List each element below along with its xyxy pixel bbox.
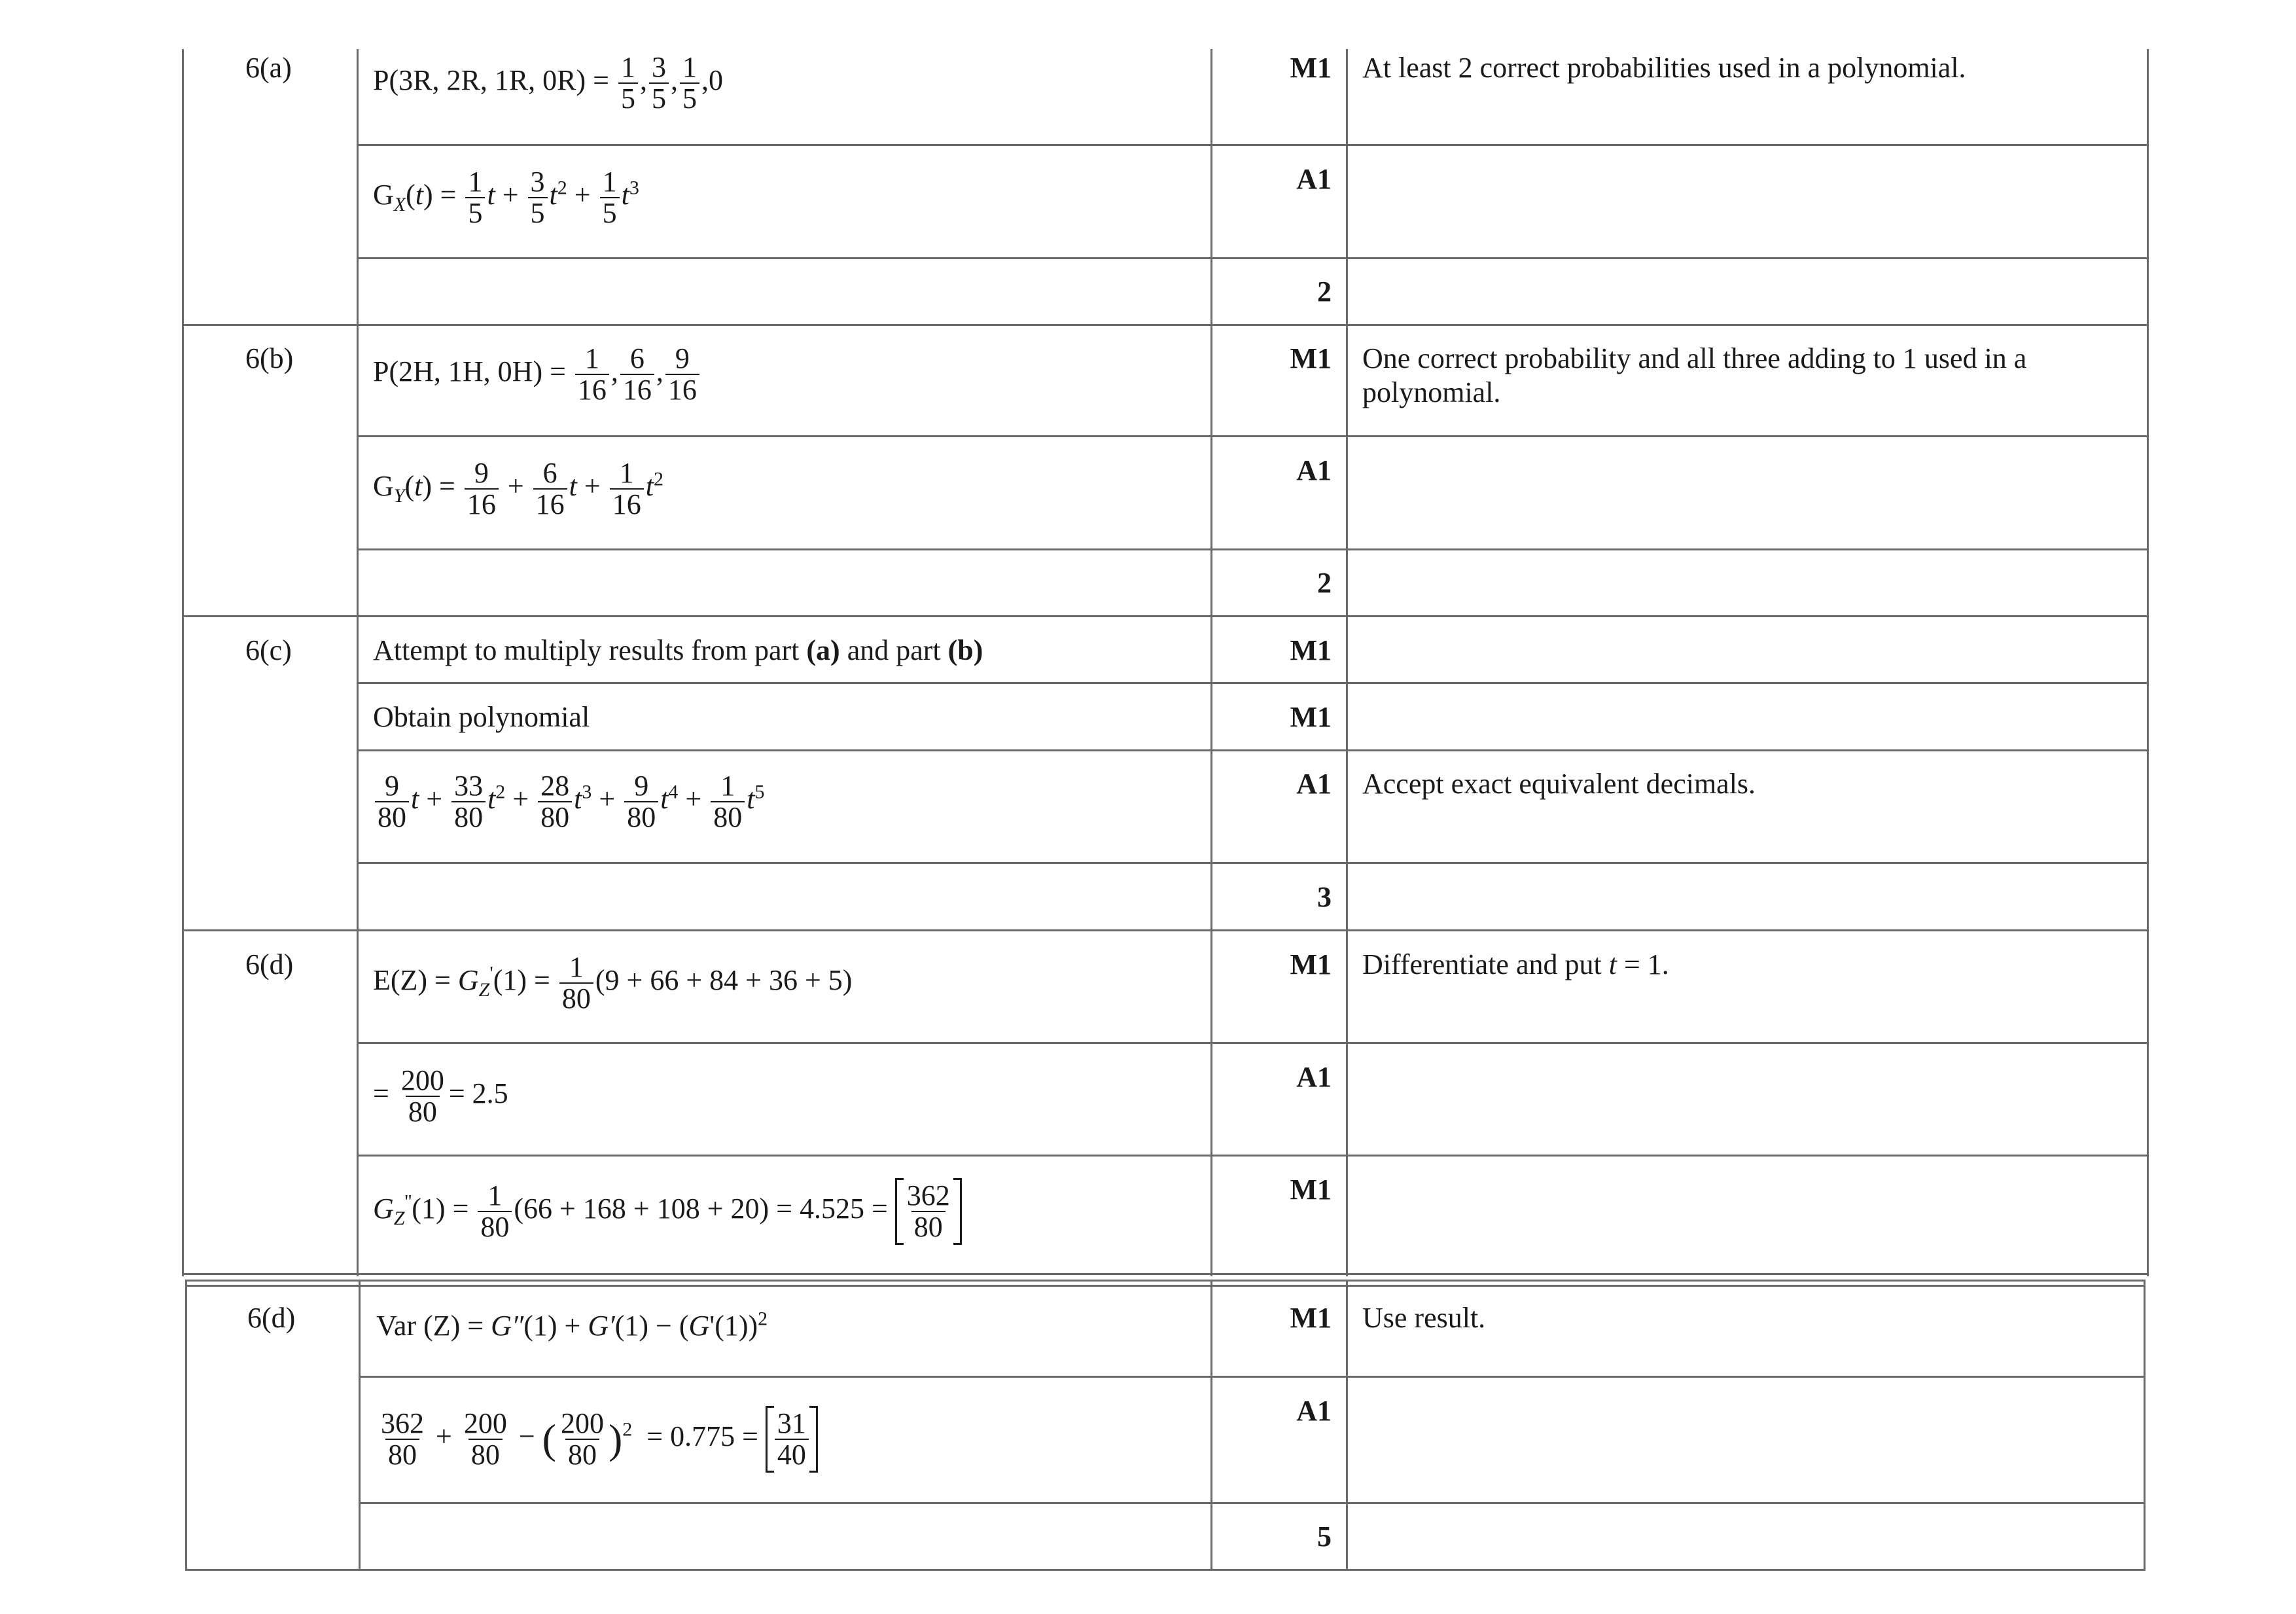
row-divider [357,144,2149,146]
mark-code: M1 [1290,342,1332,374]
row-divider [357,257,2149,259]
table-border [1346,1280,1348,1571]
mark-code: M1 [1290,52,1332,84]
guidance-note: At least 2 correct probabilities used in a polynomial. [1362,52,1966,84]
fraction: $\frac{6}{16}$ [620,344,654,405]
row-divider [185,1569,2146,1571]
guidance-note: Use result. [1362,1302,1486,1334]
working-step: Attempt to multiply results from part (a) and part (b) [373,634,983,666]
fraction: $\frac{3}{5}$ [649,52,669,114]
row-divider [357,862,2149,864]
fraction: $\frac{9}{80}$ [375,771,409,833]
fraction: $\frac{1}{16}$ [575,344,609,405]
mark-code: M1 [1290,701,1332,733]
mark-code: A1 [1296,454,1332,486]
row-divider [357,1155,2149,1157]
mark-code: A1 [1296,768,1332,800]
table-border [2147,49,2149,1276]
fraction: $\frac{362}{80}$ [381,1407,424,1471]
row-divider [357,1042,2149,1044]
row-divider [185,1285,2146,1287]
fraction: 362 80 [906,1179,950,1243]
row-divider [182,615,2149,617]
working-second-derivative: $G_Z''(1)$ = $\frac{1}{80}$ (66 + 168 + 108 + 20) = 4.525 = 362 80 [373,1178,962,1245]
row-divider [357,749,2149,751]
mark-total: 5 [1317,1520,1332,1552]
row-divider [182,324,2149,326]
question-number: 6(c) [245,634,292,666]
row-divider [357,682,2149,684]
fraction: $\frac{200}{80}$ [463,1407,507,1471]
fraction: $\frac{9}{16}$ [465,458,499,520]
row-divider [359,1376,2146,1378]
guidance-note: Differentiate and put t = 1. [1362,948,1669,980]
working-probabilities: P(2H, 1H, 0H) = $\frac{1}{16}$ , $\frac{6}{16}$ , $\frac{9}{16}$ [373,344,701,405]
prob-label: P(3R, 2R, 1R, 0R) = [373,64,609,97]
bracketed-fraction [766,1406,818,1473]
row-divider [185,1280,2146,1282]
table-border [357,49,359,1276]
table-border [359,1280,361,1571]
row-divider [357,548,2149,550]
fraction: $\frac{200}{80}$ [400,1064,444,1128]
question-number: 6(d) [245,948,294,980]
fraction: $\frac{28}{80}$ [538,771,572,833]
row-divider [182,1273,2149,1275]
fraction: $\frac{6}{16}$ [533,458,567,520]
bracketed-fraction [895,1178,962,1245]
question-number: 6(a) [245,52,292,84]
fraction: $\frac{3}{5}$ [528,167,548,228]
mark-code: M1 [1290,634,1332,666]
mark-total: 2 [1317,567,1332,599]
fraction: $\frac{33}{80}$ [451,771,486,833]
pgf-subscript: X [393,193,406,215]
fraction: $\frac{1}{5}$ [465,167,485,228]
pgf-symbol: G [373,470,394,503]
fraction: $\frac{1}{80}$ [711,771,745,833]
guidance-note: Accept exact equivalent decimals. [1362,768,1756,800]
working-probabilities: P(3R, 2R, 1R, 0R) = $\frac{1}{5}$ , $\frac{3}{5}$ , $\frac{1}{5}$ ,0 [373,51,723,115]
fraction: $\frac{1}{16}$ [610,458,644,520]
fraction: $\frac{1}{80}$ [559,952,593,1014]
row-divider [357,435,2149,437]
fraction: $\frac{1}{5}$ [618,52,638,114]
prob-label: P(2H, 1H, 0H) = [373,355,566,388]
row-divider [359,1502,2146,1504]
question-number: 6(d) [247,1302,296,1334]
fraction: $\frac{1}{5}$ [600,167,620,228]
working-pgf-x: $G_X(t)$ = $\frac{1}{5}$ t + $\frac{3}{5}$ $t^2$ + $\frac{1}{5}$ $t^3$ [373,166,639,229]
fraction: $\frac{1}{80}$ [478,1181,512,1242]
table-border [1210,1280,1212,1571]
working-polynomial: $\frac{9}{80}$ t + $\frac{33}{80}$ $t^2$ + $\frac{28}{80}$ $t^3$ + $\frac{9}{80}$ $t^4$ + $\frac{1}{80}$ $t^5$ [373,771,764,833]
fraction: $\frac{200}{80}$ [560,1407,604,1471]
row-divider [182,929,2149,931]
working-variance-value: $\frac{362}{80}$ + $\frac{200}{80}$ − ( $\frac{200}{80}$ )$^2$ = 0.775 = 31 40 [376,1406,818,1473]
pgf-subscript: Y [393,484,405,507]
table-border [1346,49,1348,1276]
working-expectation: $E(Z) = G_Z'(1)$ = $\frac{1}{80}$ (9 + 66 + 84 + 36 + 5) [373,951,853,1014]
fraction: $\frac{9}{80}$ [624,771,658,833]
mark-total: 2 [1317,276,1332,308]
mark-code: A1 [1296,163,1332,195]
guidance-note: One correct probability and all three adding to 1 used in a polynomial. [1362,342,2027,408]
pgf-symbol: G [373,179,394,211]
table-border [182,49,184,1276]
mark-code: M1 [1290,948,1332,980]
zero-value: 0 [708,64,723,97]
question-number: 6(b) [245,342,294,374]
fraction: 31 40 [775,1408,809,1470]
working-expectation-value: = $\frac{200}{80}$ = 2.5 [373,1064,508,1128]
working-step: Obtain polynomial [373,701,590,733]
fraction: $\frac{9}{16}$ [665,344,699,405]
mark-code: M1 [1290,1174,1332,1206]
table-border [185,1280,187,1571]
mark-code: A1 [1296,1395,1332,1427]
table-border [2144,1280,2146,1571]
working-pgf-y: $G_Y(t)$ = $\frac{9}{16}$ + $\frac{6}{16}$ t + $\frac{1}{16}$ $t^2$ [373,457,663,520]
fraction: $\frac{1}{5}$ [680,52,699,114]
mark-code: M1 [1290,1302,1332,1334]
mark-total: 3 [1317,881,1332,913]
mark-code: A1 [1296,1061,1332,1093]
table-border [1210,49,1212,1276]
working-variance: Var $(Z) = G''(1) + G'(1) - (G'(1))^2$ [376,1308,768,1342]
